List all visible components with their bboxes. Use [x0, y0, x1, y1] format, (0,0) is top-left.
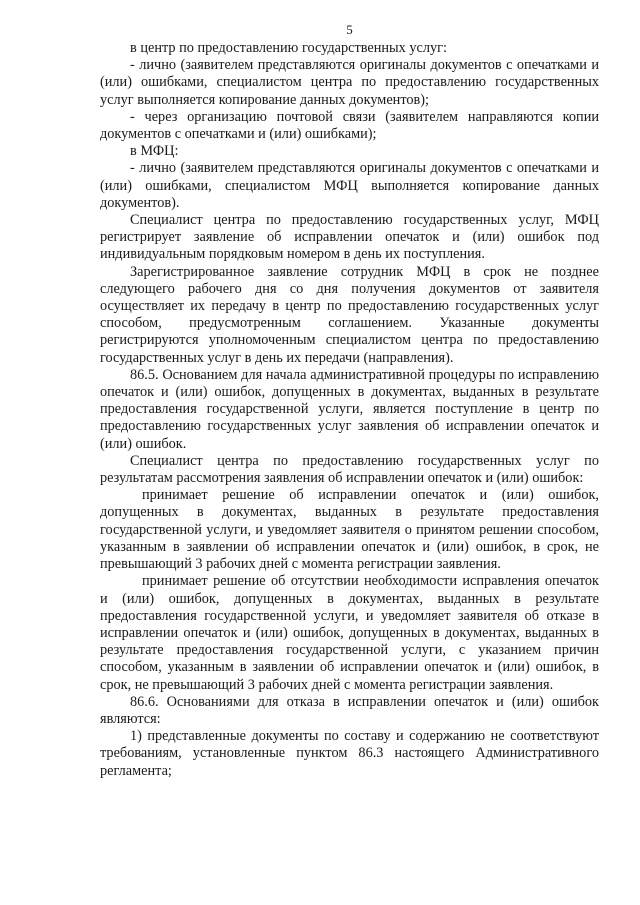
paragraph: принимает решение об исправлении опечаток и (или) ошибок, допущенных в документах, выданных в результате предоставления государственной услуги, и уведомляет заявителя о принятом решении способом, указанным в заявлении об исправлении опечаток и (или) ошибок, в срок, не превышающий 3 рабочих дней с момента регистрации заявления. — [100, 487, 599, 573]
paragraph: 86.6. Основаниями для отказа в исправлении опечаток и (или) ошибок являются: — [100, 693, 599, 727]
paragraph: в центр по предоставлению государственных услуг: — [130, 40, 447, 56]
paragraph: Специалист центра по предоставлению государственных услуг, МФЦ регистрирует заявление об исправлении опечаток и (или) ошибок под индивидуальным порядковым номером в день их поступления. — [100, 212, 599, 263]
paragraph: - лично (заявителем представляются оригиналы документов с опечатками и (или) ошибками, специалистом МФЦ выполняется копирование данных документов). — [100, 160, 599, 211]
paragraph: принимает решение об отсутствии необходимости исправления опечаток и (или) ошибок, допущенных в документах, выданных в результате предоставления государственной услуги, и уведомляет заявителя об отказе в исправлении опечаток и (или) ошибок, допущенных в документах, выданных в результате предоставления государственной услуги, с указанием причин способом, указанным в заявлении об исправлении опечаток и (или) ошибок, в срок, не превышающий 3 рабочих дней с момента регистрации заявления. — [100, 573, 599, 693]
page-number: 5 — [346, 22, 353, 37]
paragraph: 86.5. Основанием для начала административной процедуры по исправлению опечаток и (или) ошибок, допущенных в документах, выданных в результате предоставления государственной услуги, является поступление в центр по предоставлению государственных услуг заявления об исправлении опечаток и (или) ошибок. — [100, 366, 599, 452]
paragraph: Зарегистрированное заявление сотрудник МФЦ в срок не позднее следующего рабочего дня со дня получения документов от заявителя осуществляет их передачу в центр по предоставлению государственных услуг способом, предусмотренным соглашением. Указанные документы регистрируются уполномоченным специалистом центра по предоставлению государственных услуг в день их передачи (направления). — [100, 263, 599, 366]
paragraph: Специалист центра по предоставлению государственных услуг по результатам рассмотрения заявления об исправлении опечаток и (или) ошибок: — [100, 452, 599, 487]
paragraph: - лично (заявителем представляются оригиналы документов с опечатками и (или) ошибками, специалистом центра по предоставлению государственных услуг выполняется копирование данных документов); — [100, 57, 599, 108]
paragraph: 1) представленные документы по составу и содержанию не соответствуют требованиям, установленные пунктом 86.3 настоящего Административного регламента; — [100, 728, 599, 779]
paragraph: - через организацию почтовой связи (заявителем направляются копии документов с опечатками и (или) ошибками); — [100, 108, 599, 143]
paragraph: в МФЦ: — [130, 143, 179, 160]
document-body — [100, 40, 599, 780]
